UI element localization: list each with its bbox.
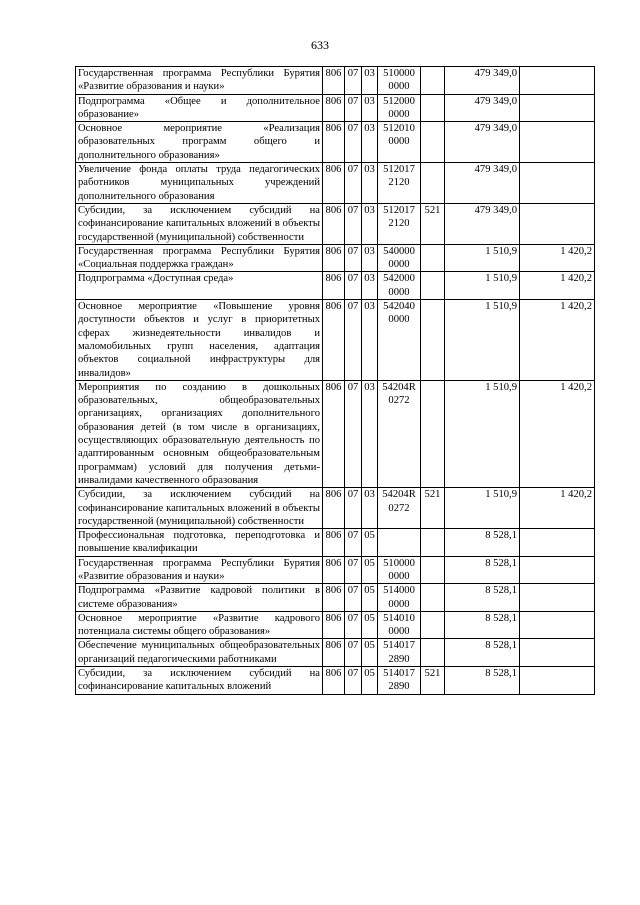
subsection-code-cell: 05 <box>362 584 378 612</box>
table-row <box>76 584 595 612</box>
expense-type-cell <box>421 380 445 487</box>
amount-cell-2 <box>520 639 595 667</box>
subsection-code-cell: 03 <box>362 67 378 95</box>
section-code-cell: 07 <box>345 244 362 272</box>
amount-cell-1: 8 528,1 <box>445 639 520 667</box>
row-name-cell: Субсидии, за исключением субсидий на софинансирование капитальных вложений в объекты государственной (муниципальной) собственности <box>76 488 323 529</box>
row-name-cell: Подпрограмма «Доступная среда» <box>76 272 323 300</box>
row-name-cell: Государственная программа Республики Бурятия «Развитие образования и науки» <box>76 67 323 95</box>
subsection-code-cell: 03 <box>362 272 378 300</box>
amount-cell-2: 1 420,2 <box>520 488 595 529</box>
amount-cell-2 <box>520 203 595 244</box>
subsection-code-cell: 05 <box>362 529 378 557</box>
expense-type-cell <box>421 300 445 381</box>
row-name-cell: Увеличение фонда оплаты труда педагогических работников муниципальных учреждений дополнительного образования <box>76 163 323 204</box>
amount-cell-1: 8 528,1 <box>445 611 520 639</box>
ministry-code-cell: 806 <box>323 122 345 163</box>
table-row <box>76 529 595 557</box>
ministry-code-cell: 806 <box>323 639 345 667</box>
expense-type-cell <box>421 639 445 667</box>
row-name-cell: Государственная программа Республики Бурятия «Социальная поддержка граждан» <box>76 244 323 272</box>
subsection-code-cell: 05 <box>362 611 378 639</box>
subsection-code-cell: 03 <box>362 380 378 487</box>
ministry-code-cell: 806 <box>323 611 345 639</box>
amount-cell-1: 479 349,0 <box>445 122 520 163</box>
expense-type-cell: 521 <box>421 203 445 244</box>
amount-cell-2 <box>520 556 595 584</box>
amount-cell-2 <box>520 163 595 204</box>
row-name-cell: Подпрограмма «Развитие кадровой политики в системе образования» <box>76 584 323 612</box>
target-code-cell: 54204R 0272 <box>378 488 421 529</box>
expense-type-cell: 521 <box>421 667 445 695</box>
subsection-code-cell: 03 <box>362 94 378 122</box>
table-row <box>76 122 595 163</box>
target-code-cell: 514017 2890 <box>378 639 421 667</box>
section-code-cell: 07 <box>345 163 362 204</box>
ministry-code-cell: 806 <box>323 94 345 122</box>
target-code-cell: 542040 0000 <box>378 300 421 381</box>
expense-type-cell <box>421 529 445 557</box>
ministry-code-cell: 806 <box>323 272 345 300</box>
amount-cell-2 <box>520 94 595 122</box>
expense-type-cell <box>421 163 445 204</box>
table-row <box>76 667 595 695</box>
row-name-cell: Основное мероприятие «Развитие кадрового потенциала системы общего образования» <box>76 611 323 639</box>
row-name-cell: Обеспечение муниципальных общеобразовательных организаций педагогическими работниками <box>76 639 323 667</box>
amount-cell-1: 1 510,9 <box>445 272 520 300</box>
expense-type-cell <box>421 94 445 122</box>
table-row <box>76 611 595 639</box>
section-code-cell: 07 <box>345 584 362 612</box>
table-row <box>76 556 595 584</box>
amount-cell-2: 1 420,2 <box>520 380 595 487</box>
amount-cell-2 <box>520 122 595 163</box>
table-row <box>76 163 595 204</box>
table-row <box>76 94 595 122</box>
subsection-code-cell: 05 <box>362 667 378 695</box>
row-name-cell: Субсидии, за исключением субсидий на софинансирование капитальных вложений в объекты государственной (муниципальной) собственности <box>76 203 323 244</box>
table-row <box>76 639 595 667</box>
section-code-cell: 07 <box>345 300 362 381</box>
section-code-cell: 07 <box>345 488 362 529</box>
section-code-cell: 07 <box>345 380 362 487</box>
row-name-cell: Мероприятия по созданию в дошкольных образовательных, общеобразовательных организациях, организациях дополнительного образования детей (в том числе в организациях, осуществляющих образовательную деятельность по адаптированным основным общеобразовательным программам) условий для получения детьми-инвалидами качественного образования <box>76 380 323 487</box>
section-code-cell: 07 <box>345 203 362 244</box>
page-number: 633 <box>311 38 329 52</box>
subsection-code-cell: 03 <box>362 203 378 244</box>
expense-type-cell: 521 <box>421 488 445 529</box>
amount-cell-1: 1 510,9 <box>445 244 520 272</box>
ministry-code-cell: 806 <box>323 529 345 557</box>
target-code-cell: 514017 2890 <box>378 667 421 695</box>
target-code-cell: 510000 0000 <box>378 67 421 95</box>
subsection-code-cell: 03 <box>362 300 378 381</box>
amount-cell-1: 8 528,1 <box>445 556 520 584</box>
ministry-code-cell: 806 <box>323 556 345 584</box>
target-code-cell: 512010 0000 <box>378 122 421 163</box>
target-code-cell: 542000 0000 <box>378 272 421 300</box>
table-body <box>76 67 595 695</box>
section-code-cell: 07 <box>345 67 362 95</box>
amount-cell-1: 8 528,1 <box>445 667 520 695</box>
amount-cell-1: 479 349,0 <box>445 163 520 204</box>
row-name-cell: Профессиональная подготовка, переподготовка и повышение квалификации <box>76 529 323 557</box>
table-row <box>76 203 595 244</box>
budget-table <box>75 66 595 695</box>
expense-type-cell <box>421 611 445 639</box>
row-name-cell: Государственная программа Республики Бурятия «Развитие образования и науки» <box>76 556 323 584</box>
row-name-cell: Основное мероприятие «Реализация образовательных программ общего и дополнительного образования» <box>76 122 323 163</box>
amount-cell-2: 1 420,2 <box>520 244 595 272</box>
target-code-cell: 510000 0000 <box>378 556 421 584</box>
amount-cell-2 <box>520 611 595 639</box>
section-code-cell: 07 <box>345 272 362 300</box>
section-code-cell: 07 <box>345 529 362 557</box>
amount-cell-2 <box>520 529 595 557</box>
row-name-cell: Основное мероприятие «Повышение уровня доступности объектов и услуг в приоритетных сферах жизнедеятельности инвалидов и маломобильных групп населения, адаптация объектов социальной инфраструктуры для инвалидов» <box>76 300 323 381</box>
amount-cell-1: 1 510,9 <box>445 488 520 529</box>
ministry-code-cell: 806 <box>323 488 345 529</box>
subsection-code-cell: 03 <box>362 488 378 529</box>
table-row <box>76 67 595 95</box>
amount-cell-2 <box>520 67 595 95</box>
target-code-cell: 512017 2120 <box>378 203 421 244</box>
expense-type-cell <box>421 244 445 272</box>
subsection-code-cell: 03 <box>362 163 378 204</box>
amount-cell-2 <box>520 667 595 695</box>
row-name-cell: Субсидии, за исключением субсидий на софинансирование капитальных вложений <box>76 667 323 695</box>
amount-cell-1: 8 528,1 <box>445 529 520 557</box>
section-code-cell: 07 <box>345 639 362 667</box>
target-code-cell: 514010 0000 <box>378 611 421 639</box>
table-row <box>76 488 595 529</box>
amount-cell-1: 1 510,9 <box>445 380 520 487</box>
ministry-code-cell: 806 <box>323 203 345 244</box>
ministry-code-cell: 806 <box>323 380 345 487</box>
target-code-cell: 514000 0000 <box>378 584 421 612</box>
amount-cell-1: 8 528,1 <box>445 584 520 612</box>
amount-cell-1: 479 349,0 <box>445 94 520 122</box>
table-row <box>76 272 595 300</box>
amount-cell-2: 1 420,2 <box>520 300 595 381</box>
expense-type-cell <box>421 556 445 584</box>
amount-cell-2: 1 420,2 <box>520 272 595 300</box>
row-name-cell: Подпрограмма «Общее и дополнительное образование» <box>76 94 323 122</box>
subsection-code-cell: 03 <box>362 122 378 163</box>
amount-cell-1: 479 349,0 <box>445 203 520 244</box>
ministry-code-cell: 806 <box>323 163 345 204</box>
target-code-cell: 512000 0000 <box>378 94 421 122</box>
amount-cell-1: 1 510,9 <box>445 300 520 381</box>
section-code-cell: 07 <box>345 94 362 122</box>
section-code-cell: 07 <box>345 611 362 639</box>
section-code-cell: 07 <box>345 122 362 163</box>
ministry-code-cell: 806 <box>323 667 345 695</box>
subsection-code-cell: 05 <box>362 639 378 667</box>
target-code-cell: 512017 2120 <box>378 163 421 204</box>
ministry-code-cell: 806 <box>323 244 345 272</box>
ministry-code-cell: 806 <box>323 300 345 381</box>
target-code-cell <box>378 529 421 557</box>
table-row <box>76 380 595 487</box>
expense-type-cell <box>421 122 445 163</box>
target-code-cell: 540000 0000 <box>378 244 421 272</box>
section-code-cell: 07 <box>345 667 362 695</box>
section-code-cell: 07 <box>345 556 362 584</box>
subsection-code-cell: 03 <box>362 244 378 272</box>
amount-cell-1: 479 349,0 <box>445 67 520 95</box>
expense-type-cell <box>421 67 445 95</box>
table-row <box>76 244 595 272</box>
ministry-code-cell: 806 <box>323 67 345 95</box>
expense-type-cell <box>421 272 445 300</box>
amount-cell-2 <box>520 584 595 612</box>
ministry-code-cell: 806 <box>323 584 345 612</box>
subsection-code-cell: 05 <box>362 556 378 584</box>
expense-type-cell <box>421 584 445 612</box>
target-code-cell: 54204R 0272 <box>378 380 421 487</box>
table-row <box>76 300 595 381</box>
